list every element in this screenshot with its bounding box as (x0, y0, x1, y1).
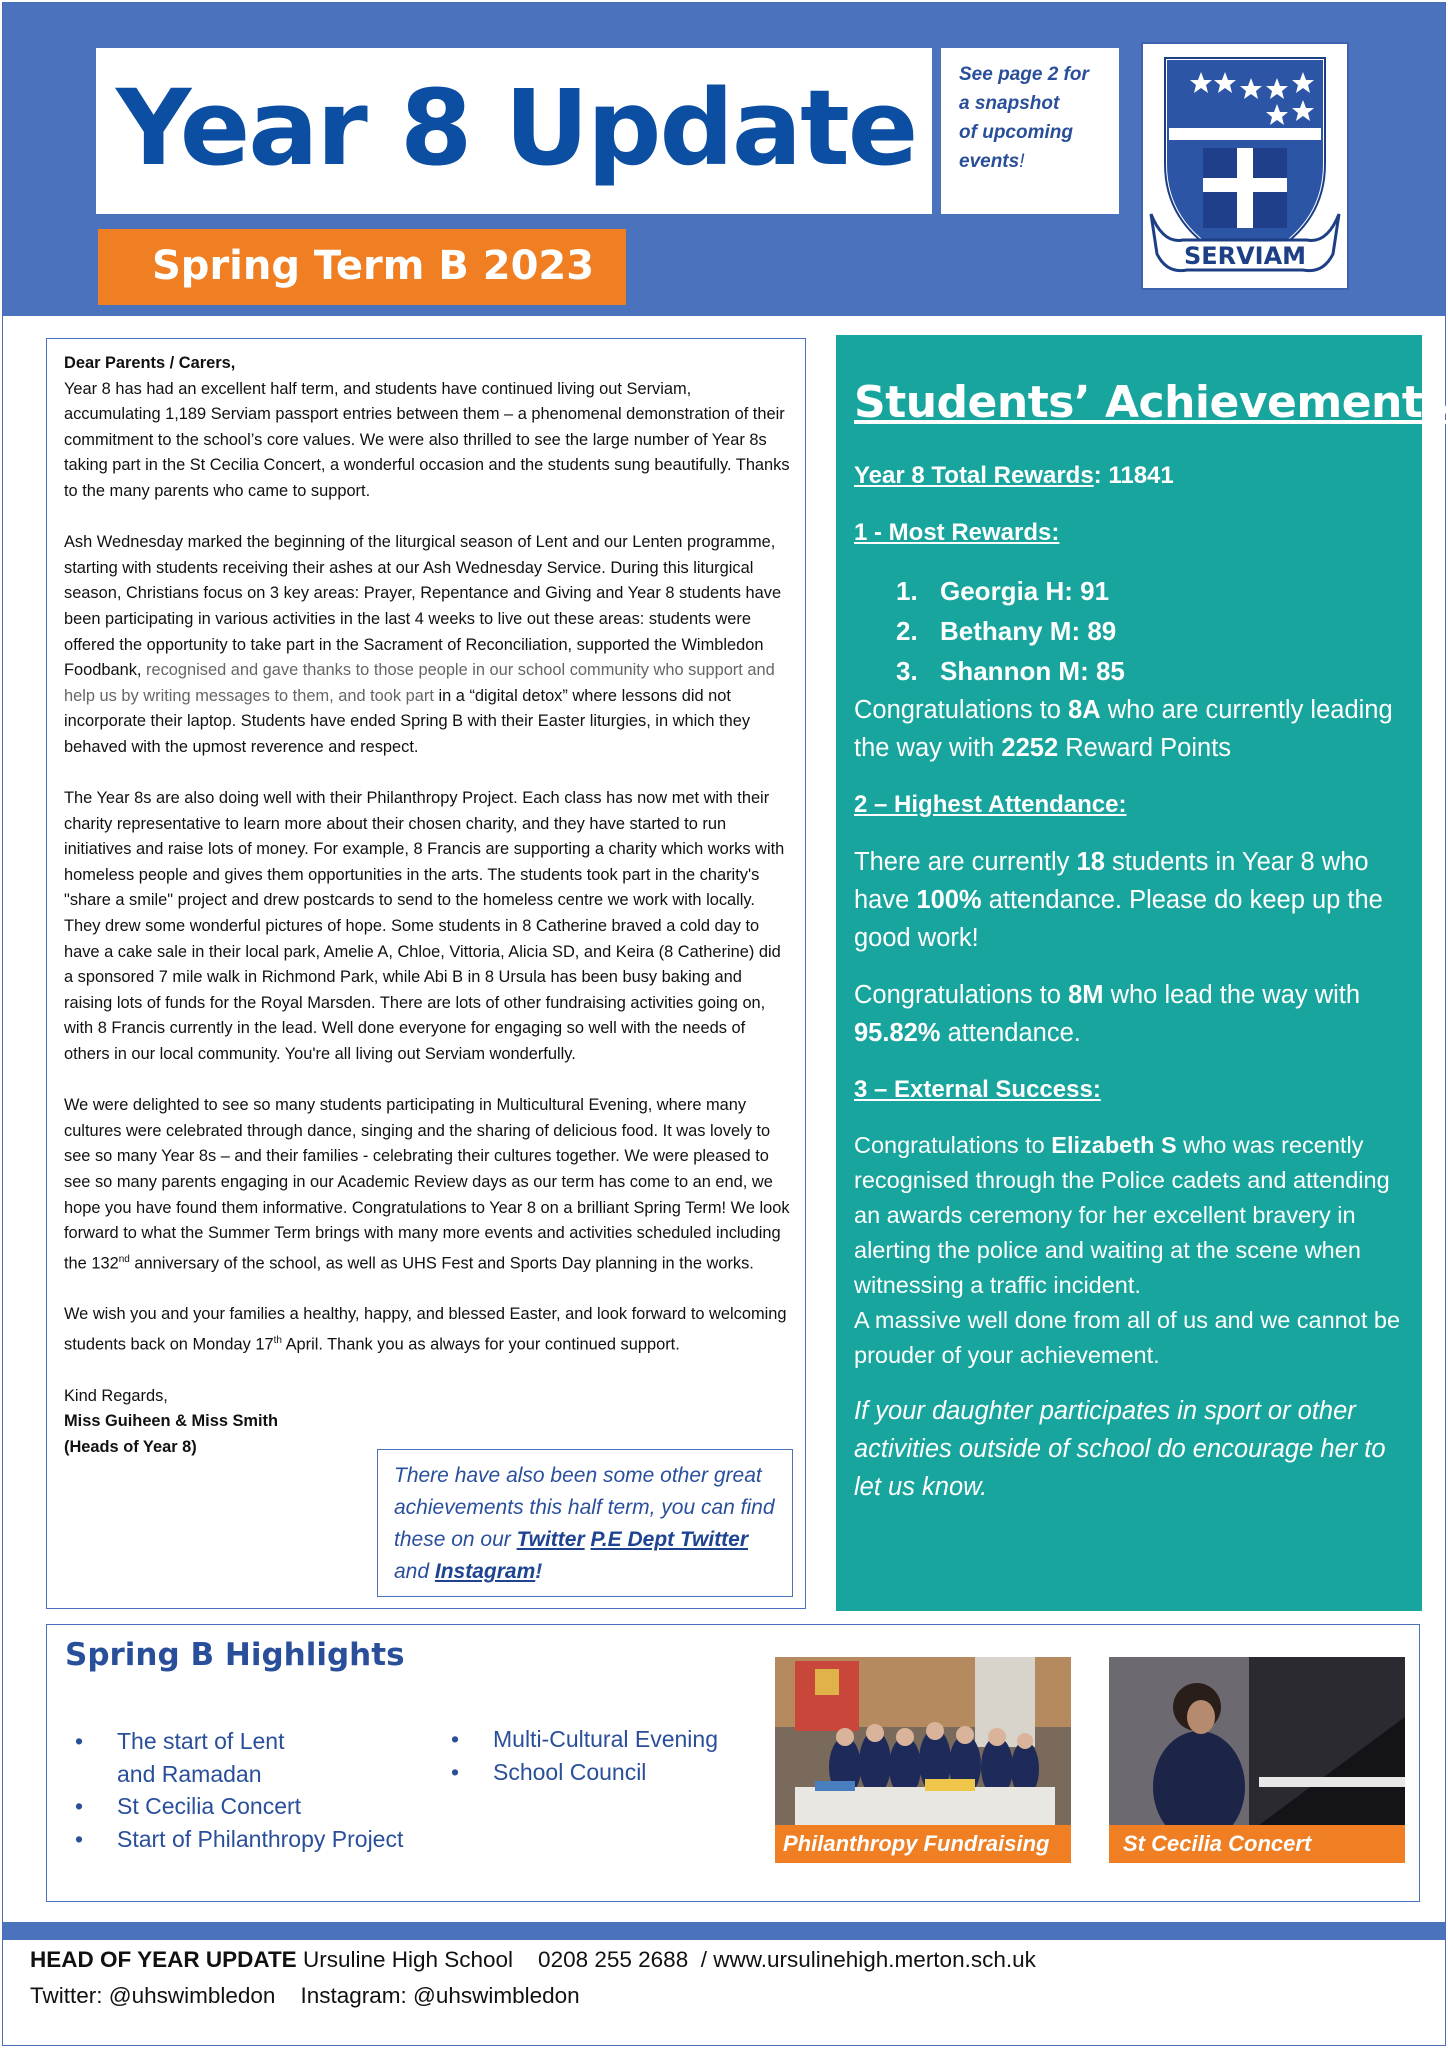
highlights-panel (46, 1624, 1420, 1902)
page2-note-line1: See page 2 for (959, 64, 1089, 85)
letter-p4-sup: nd (118, 1253, 130, 1265)
achievements-panel (836, 335, 1448, 1611)
term-banner (98, 229, 626, 305)
letter-p4-end: anniversary of the school, as well as UHS Fest and Sports Day planning in the works. (129, 1254, 754, 1273)
most-rewards-label: 1 - Most Rewards: (854, 519, 1060, 546)
rank-number: 1. (896, 576, 918, 606)
top-rewards-item (896, 611, 1409, 651)
pe-dept-twitter-link[interactable]: P.E Dept Twitter (590, 1528, 749, 1551)
total-rewards (854, 457, 1409, 495)
letter-p2-end: in a “digital detox” where lessons did not incorporate their laptop. Students have ended Spring B with their Easter liturgies, in which they behaved with the upmost reverence and respect. (64, 686, 751, 756)
congrats-form: 8A (1068, 696, 1101, 724)
letter-paragraph-1: Year 8 has had an excellent half term, and students have continued living out Serviam, accumulating 1,189 Serviam passport entries between them – a phenomenal demonstration of their commitment to the school’s core values. We were also thrilled to see the large number of Year 8s taking part in the St Cecilia Concert, a wonderful occasion and the students sung beautifully. Thanks to the many parents who came to support. (64, 379, 790, 500)
list-item (75, 1725, 403, 1790)
footer-social: Twitter: @uhswimbledon Instagram: @uhswimbledon (30, 1983, 580, 2008)
achievements-title: Students’ Achievements (854, 377, 1448, 428)
letter-paragraph-2 (64, 530, 792, 760)
att-count: 18 (1076, 848, 1105, 876)
attendance-text (854, 843, 1409, 957)
also-note-and: and (394, 1560, 435, 1583)
attendance-label: 2 – Highest Attendance: (854, 791, 1127, 818)
most-rewards-heading (854, 514, 1409, 552)
page2-note (959, 60, 1109, 176)
philanthropy-caption: Philanthropy Fundraising (775, 1825, 1071, 1863)
page2-note-tail: ! (1019, 151, 1025, 172)
att2-form: 8M (1068, 981, 1104, 1009)
total-rewards-value: : 11841 (1093, 462, 1174, 489)
ext-text: Congratulations to (854, 1132, 1052, 1158)
attendance-heading (854, 786, 1409, 824)
letter-p2-grey: recognised and gave thanks to those people in our school community who support and help us by writing messages to them, and took part (64, 661, 775, 705)
congrats-text-2: who are currently leading the way with (854, 696, 1393, 762)
footer-school: Ursuline High School 0208 255 2688 / www.ursulinehigh.merton.sch.uk (296, 1947, 1036, 1972)
logo-motto: SERVIAM (1183, 242, 1307, 270)
letter-p2-start: Ash Wednesday marked the beginning of the liturgical season of Lent and our Lenten programme, starting with students receiving their ashes at our Ash Wednesday Service. During this liturgical season, Christians focus on 3 key areas: Prayer, Repentance and Giving and Year 8 students have been participating in various activities in the last 4 weeks to live out these areas: students were offered the opportunity to take part in the Sacrament of Reconciliation, supported the Wimbledon Foodbank, (64, 533, 782, 680)
list-item: • Start of Philanthropy Project (75, 1823, 403, 1856)
rank-text: Shannon M: 85 (940, 656, 1125, 686)
school-crest-icon (1143, 44, 1347, 288)
external-success-text (854, 1128, 1409, 1373)
congrats-text: Congratulations to (854, 696, 1069, 724)
letter-paragraph-4 (64, 1093, 792, 1277)
concert-photo-image (1109, 1657, 1405, 1825)
rank-text: Georgia H: 91 (940, 576, 1110, 606)
letter-p5-end: April. Thank you as always for your continued support. (281, 1335, 680, 1354)
list-item: • School Council (451, 1756, 718, 1789)
highlights-list-2 (451, 1723, 718, 1788)
ext-text-2: who was recently recognised through the Police cadets and attending an awards ceremony for her excellent bravery in alerting the police and waiting at the scene when witnessing a traffic incident. (854, 1132, 1390, 1298)
top-rewards-list (896, 571, 1409, 691)
letter-paragraph-3: The Year 8s are also doing well with their Philanthropy Project. Each class has now met with their charity representative to learn more about their chosen charity, and they have started to run initiatives and raise lots of money. For example, 8 Francis are supporting a charity which works with homeless people and gives them opportunities in the arts. The students took part in the charity's "share a smile" project and drew postcards to send to the homeless centre we work with locally. They drew some wonderful pictures of hope. Some students in 8 Catherine braved a cold day to have a cake sale in their local park, Amelie A, Chloe, Vittoria, Alicia SD, and Keira (8 Catherine) did a sponsored 7 mile walk in Richmond Park, while Abi B in 8 Ursula has been busy baking and raising lots of funds for the Royal Marsden. There are lots of other fundraising activities going on, with 8 Francis currently in the lead. Well done everyone for engaging so well with the needs of others in our local community. You're all living out Serviam wonderfully. (64, 789, 785, 1064)
rank-text: Bethany M: 89 (940, 616, 1117, 646)
term-label: Spring Term B 2023 (152, 243, 595, 289)
letter-body (64, 351, 792, 1460)
rewards-congrats (854, 691, 1409, 767)
letter-greeting: Dear Parents / Carers, (64, 354, 236, 372)
page2-note-line3: of upcoming (959, 122, 1073, 143)
congrats-points: 2252 (1001, 734, 1059, 762)
att2-text: Congratulations to (854, 981, 1069, 1009)
top-rewards-item (896, 571, 1409, 611)
total-rewards-label: Year 8 Total Rewards (854, 462, 1094, 489)
rank-number: 2. (896, 616, 918, 646)
att2-pct: 95.82% (854, 1019, 941, 1047)
also-note-text: There have also been some other great achievements this half term, you can find these on our (394, 1464, 775, 1551)
list-item: • Multi-Cultural Evening (451, 1723, 718, 1756)
page2-note-box (941, 48, 1119, 214)
att2-text-2: who lead the way with (1103, 981, 1361, 1009)
philanthropy-photo-image (775, 1657, 1071, 1825)
highlights-title: Spring B Highlights (65, 1637, 405, 1673)
letter-paragraph-5 (64, 1302, 792, 1358)
also-achievements-note (377, 1449, 793, 1597)
school-logo (1141, 42, 1349, 290)
rank-number: 3. (896, 656, 918, 686)
highlight-text: and Ramadan (117, 1760, 262, 1787)
external-success-heading (854, 1071, 1409, 1109)
achievements-closing: If your daughter participates in sport or other activities outside of school do encourage her to let us know. (854, 1397, 1386, 1501)
att-text: There are currently (854, 848, 1077, 876)
ext-name: Elizabeth S (1051, 1132, 1177, 1158)
letter-p5-start: We wish you and your families a healthy, happy, and blessed Easter, and look forward to welcoming students back on Monday 17 (64, 1305, 787, 1354)
concert-caption: St Cecilia Concert (1109, 1825, 1405, 1863)
achievements-content (854, 375, 1448, 1506)
footer-band (3, 1922, 1445, 1940)
page-title: Year 8 Update (116, 67, 917, 189)
also-note-end: ! (535, 1560, 543, 1583)
footer-contact (30, 1947, 1036, 1973)
philanthropy-photo (775, 1657, 1071, 1825)
footer-label: HEAD OF YEAR UPDATE (30, 1947, 297, 1972)
att-text-2: students in Year 8 who have (854, 848, 1369, 914)
highlights-list-1 (75, 1725, 403, 1855)
external-success-label: 3 – External Success: (854, 1076, 1101, 1103)
att2-text-3: attendance. (940, 1019, 1081, 1047)
letter-box (46, 338, 806, 1609)
att-text-3: attendance. Please do keep up the good work! (854, 886, 1383, 952)
letter-p5-sup: th (273, 1335, 282, 1347)
page2-note-line2: a snapshot (959, 93, 1060, 114)
twitter-link[interactable]: Twitter (516, 1528, 585, 1551)
highlight-text: The start of Lent (117, 1728, 285, 1754)
top-rewards-item (896, 651, 1409, 691)
letter-p4-start: We were delighted to see so many students participating in Multicultural Evening, where many cultures were celebrated through dance, singing and the sharing of delicious food. It was lovely to see so many Year 8s – and their families - celebrating their cultures together. We were pleased to see so many parents engaging in our Academic Review days as our term has come to an end, we hope you have found them informative. Congratulations to Year 8 on a brilliant Spring Term! We look forward to what the Summer Term brings with many more events and activities scheduled including the 132 (64, 1096, 790, 1273)
sign-names: Miss Guiheen & Miss Smith (64, 1412, 279, 1431)
sign-regards: Kind Regards, (64, 1386, 168, 1405)
list-item: • St Cecilia Concert (75, 1790, 403, 1823)
title-box (96, 48, 932, 214)
page2-note-line4: events (959, 151, 1020, 172)
congrats-text-3: Reward Points (1058, 734, 1232, 762)
sign-role: (Heads of Year 8) (64, 1437, 197, 1456)
att-pct: 100% (916, 886, 982, 914)
instagram-link[interactable]: Instagram (434, 1560, 536, 1583)
ext-text-3: A massive well done from all of us and we cannot be prouder of your achievement. (854, 1307, 1401, 1368)
concert-photo (1109, 1657, 1405, 1825)
attendance-congrats (854, 976, 1409, 1052)
